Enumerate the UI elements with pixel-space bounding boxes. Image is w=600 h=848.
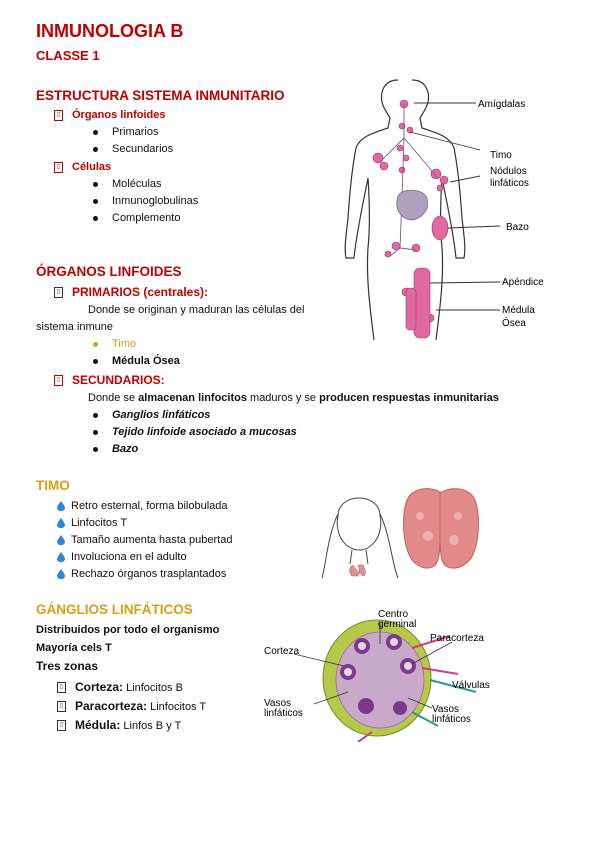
list-item: Ganglios linfáticos (93, 409, 210, 421)
ganglios-line-2: Mayoría cels T (36, 642, 112, 654)
zone-item: ▯ Corteza: Linfocitos B (57, 680, 183, 694)
water-drop-icon (57, 535, 65, 545)
checkbox-icon: ▯ (54, 162, 63, 173)
lymph-node-figure (262, 608, 498, 742)
list-item: Inmunoglobulinas (93, 195, 198, 207)
primarios-label-row: ▯ PRIMARIOS (centrales): (54, 285, 208, 299)
body-label: Timo (490, 150, 512, 161)
list-item: Complemento (93, 212, 180, 224)
body-label: Apéndice (502, 277, 544, 288)
section-title-organos: ÓRGANOS LINFOIDES (36, 264, 182, 279)
checkbox-icon: ▯ (57, 701, 66, 712)
checkbox-icon: ▯ (54, 375, 63, 386)
body-label: Médula (502, 305, 535, 316)
node-label: Vasos (432, 704, 460, 715)
bullet-icon (93, 342, 98, 347)
head-thymus-figure (318, 484, 402, 580)
list-item: Retro esternal, forma bilobulada (57, 500, 228, 512)
section-title-estructura: ESTRUCTURA SISTEMA INMUNITARIO (36, 88, 285, 103)
node-label: Centro (378, 609, 409, 620)
page-subtitle: CLASSE 1 (36, 48, 100, 63)
cells-label-row (54, 161, 111, 173)
water-drop-icon (57, 552, 65, 562)
list-item: Linfocitos T (57, 517, 127, 529)
list-item: Moléculas (93, 178, 162, 190)
bullet-icon (93, 130, 98, 135)
organs-label-row (54, 109, 166, 121)
zone-item: ▯ Médula: Linfos B y T (57, 718, 181, 732)
lymphatic-system-figure (340, 78, 570, 343)
list-item: Involuciona en el adulto (57, 551, 187, 563)
checkbox-icon: ▯ (54, 287, 63, 298)
list-item: Bazo (93, 443, 138, 455)
zones-title: Tres zonas (36, 659, 99, 673)
list-item: Tejido linfoide asociado a mucosas (93, 426, 297, 438)
bullet-icon (93, 182, 98, 187)
bullet-icon (93, 199, 98, 204)
list-item: Primarios (93, 126, 158, 138)
list-item: Tamaño aumenta hasta pubertad (57, 534, 232, 546)
node-label: Paracorteza (430, 633, 484, 644)
checkbox-icon: ▯ (57, 682, 66, 693)
bullet-icon (93, 216, 98, 221)
node-label: Válvulas (452, 680, 490, 691)
checkbox-icon: ▯ (54, 110, 63, 121)
zone-item: ▯ Paracorteza: Linfocitos T (57, 699, 206, 713)
list-item: Médula Ósea (93, 355, 180, 367)
ganglios-line-1: Distribuidos por todo el organismo (36, 624, 220, 636)
checkbox-icon: ▯ (57, 720, 66, 731)
cells-label: Células (72, 161, 112, 173)
node-label: Corteza (264, 646, 300, 657)
list-item: Rechazo órganos trasplantados (57, 568, 226, 580)
water-drop-icon (57, 569, 65, 579)
bullet-icon (93, 430, 98, 435)
primarios-desc-2: sistema inmune (36, 321, 114, 333)
body-label: Amígdalas (478, 99, 526, 110)
primarios-desc-1: Donde se originan y maduran las células del (88, 304, 305, 316)
secundarios-label-row: ▯ SECUNDARIOS: (54, 373, 165, 387)
bullet-icon (93, 147, 98, 152)
organs-label: Órganos linfoides (72, 109, 166, 121)
thymus-icon (400, 486, 482, 576)
bullet-icon (93, 447, 98, 452)
node-label: germinal (378, 619, 417, 630)
body-label: Ósea (502, 318, 526, 329)
body-label: Nódulos (490, 166, 527, 177)
body-label: linfáticos (490, 178, 529, 189)
node-label: linfáticos (264, 708, 303, 719)
section-title-ganglios: GÁNGLIOS LINFÁTICOS (36, 602, 193, 617)
node-label: linfáticos (432, 714, 471, 725)
body-label: Bazo (506, 222, 529, 233)
water-drop-icon (57, 501, 65, 511)
page-title: INMUNOLOGIA B (36, 21, 184, 41)
bullet-icon (93, 359, 98, 364)
node-label: Vasos (264, 698, 292, 709)
list-item: Timo (93, 338, 136, 350)
bullet-icon (93, 413, 98, 418)
secundarios-desc: Donde se almacenan linfocitos maduros y se producen respuestas inmunitarias (88, 392, 499, 404)
list-item: Secundarios (93, 143, 173, 155)
section-title-timo: TIMO (36, 478, 70, 493)
water-drop-icon (57, 518, 65, 528)
